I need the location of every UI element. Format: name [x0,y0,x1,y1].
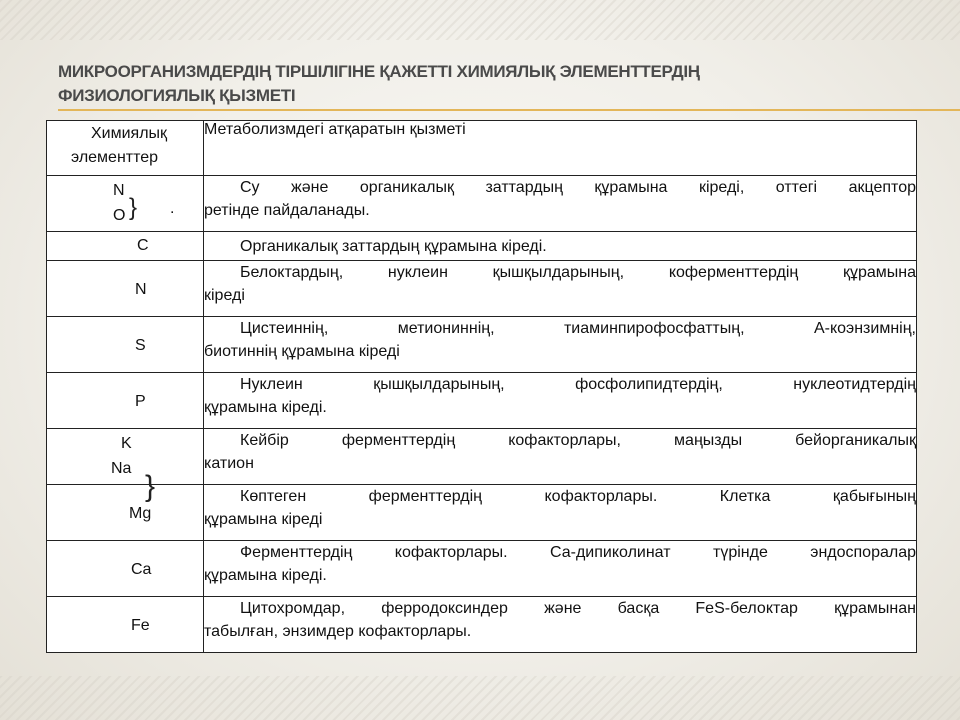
function-cell [204,597,917,653]
element-symbol: S [135,337,146,354]
element-symbol: O [113,207,126,224]
element-symbol: Ca [131,561,152,578]
function-cell [204,373,917,429]
header-function: Метаболизмдегі атқаратын қызметі [204,121,917,176]
elements-table [46,120,917,653]
table-row [47,176,917,232]
function-text-line1: Ферменттердің кофакторлары. Са-дипиколинат түрінде эндоспоралар [240,544,916,561]
function-cell [204,176,917,232]
function-text-line2: құрамына кіреді. [204,399,327,416]
title-underline [58,109,960,111]
brace-icon: } [145,470,156,503]
element-cell [47,317,204,373]
function-cell [204,541,917,597]
decor-stripes-top [0,0,960,40]
slide-title-line1: МИКРООРГАНИЗМДЕРДІҢ ТІРШІЛІГІНЕ ҚАЖЕТТІ ХИМИЯЛЫҚ ЭЛЕМЕНТТЕРДІҢ [58,62,700,81]
brace-icon: } [129,194,138,221]
header-elements-line2: элементтер [71,149,159,166]
function-text-line2: құрамына кіреді [204,511,323,528]
element-symbol: K [121,435,132,452]
function-text-line1: Органикалық заттардың құрамына кіреді. [240,238,547,255]
slide-title [58,60,918,108]
table-row [47,485,917,541]
table-row [47,373,917,429]
table-header-row [47,121,917,176]
function-text-line1: Цитохромдар, ферродоксиндер және басқа FeS-белоктар құрамынан [240,600,916,617]
element-cell [47,373,204,429]
function-text-line2: табылған, энзимдер кофакторлары. [204,623,472,640]
element-symbol: C [137,237,149,254]
function-text-line1: Цистеиннің, метиониннің, тиаминпирофосфаттың, А-коэнзимнің, [240,320,916,337]
element-cell [47,429,204,485]
function-text-line2: кіреді [204,287,245,304]
table-row [47,541,917,597]
function-cell [204,485,917,541]
element-cell [47,541,204,597]
function-text-line1: Көптеген ферменттердің кофакторлары. Клетка қабығының [240,488,916,505]
function-text-line1: Белоктардың, нуклеин қышқылдарының, коферменттердің құрамына [240,264,916,281]
table-row [47,232,917,261]
element-symbol: Na [111,460,132,477]
function-text-line1: Нуклеин қышқылдарының, фосфолипидтердің, нуклеотидтердің [240,376,916,393]
function-text-line1: Кейбір ферменттердің кофакторлары, маңызды бейорганикалық [240,432,916,449]
header-elements [47,121,204,176]
element-symbol: N [135,281,147,298]
element-cell [47,232,204,261]
function-text-line1: Су және органикалық заттардың құрамына кіреді, оттегі акцептор [240,179,916,196]
element-cell [47,597,204,653]
function-cell [204,232,917,261]
function-cell [204,317,917,373]
function-text-line2: биотиннің құрамына кіреді [204,343,400,360]
element-cell [47,261,204,317]
table-row [47,261,917,317]
function-text-line2: ретінде пайдаланады. [204,202,370,219]
function-text-line2: құрамына кіреді. [204,567,327,584]
table-row [47,597,917,653]
function-text-line2: катион [204,455,254,472]
function-cell [204,429,917,485]
slide-title-line2: ФИЗИОЛОГИЯЛЫҚ ҚЫЗМЕТІ [58,86,296,105]
header-elements-line1: Химиялық [91,125,168,142]
function-cell [204,261,917,317]
element-symbol: N [113,182,125,199]
element-symbol: P [135,393,146,410]
decor-stripes-bottom [0,676,960,720]
element-cell [47,176,204,232]
element-dot: . [170,200,175,217]
table-row [47,317,917,373]
element-symbol: Fe [131,617,150,634]
element-cell [47,470,204,541]
element-symbol: Mg [129,505,152,522]
table-row [47,429,917,485]
